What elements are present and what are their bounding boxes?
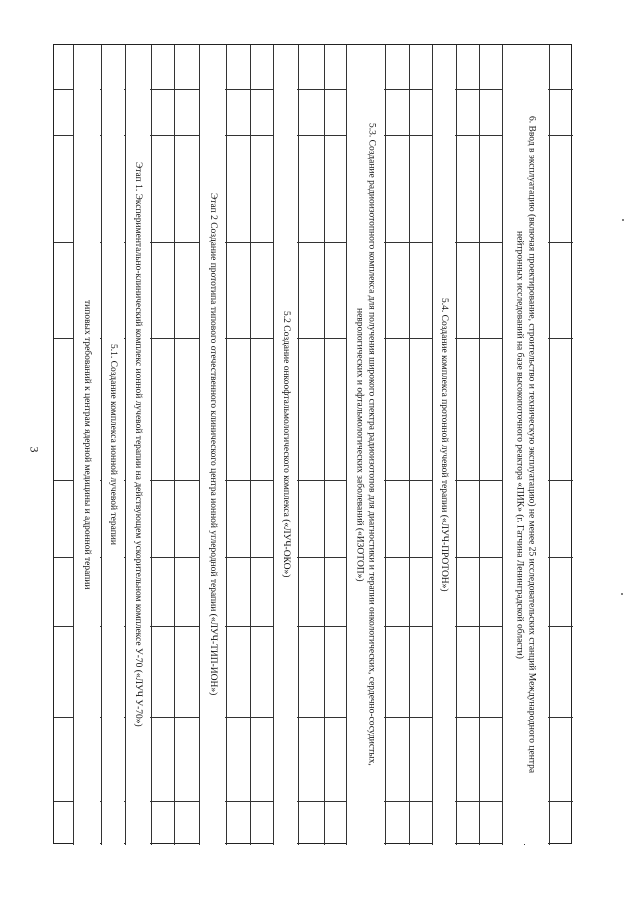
table-rule bbox=[479, 45, 480, 845]
table-rule bbox=[549, 45, 550, 845]
table-rule bbox=[385, 45, 386, 845]
page-number: 3 bbox=[27, 446, 42, 453]
scan-speck bbox=[621, 593, 623, 595]
section-heading bbox=[347, 45, 384, 844]
scan-speck bbox=[622, 219, 624, 221]
table-rule bbox=[174, 45, 175, 845]
section-heading: 5.2 Создание онкоофтальмологического комплекса («ЛУЧ-ОКО») bbox=[274, 45, 297, 844]
heading-line: 6. Ввод в эксплуатацию (включая проектирование, строительство и техническую эксплуатацию) не менее 25 исследовательских станций Международного центра bbox=[526, 115, 537, 774]
table-rule bbox=[250, 45, 251, 845]
table-rule bbox=[151, 45, 152, 845]
section-heading: Этап 2 Создание прототипа типового отечественного клинического центра ионной углеродной терапии («ЛУЧ-ТИП-ИОН») bbox=[200, 45, 225, 844]
table-rule bbox=[298, 45, 299, 845]
heading-line: 5.3. Создание радиоизотопного комплекса для получения широкого спектра радиоизотопов для диагностики и терапии онкологических, сердечно-сосудистых, bbox=[366, 123, 377, 766]
table-rule bbox=[456, 45, 457, 845]
section-heading: 5.1. Создание комплекса ионной лучевой терапии bbox=[102, 45, 124, 844]
section-heading: типовых требований к центрам ядерной медицины и адронной терапии bbox=[74, 45, 100, 844]
heading-line: неврологических и офтальмологических заболеваний («ИЗОТОП») bbox=[354, 307, 365, 582]
heading-line: нейтронных исследований на базе высокопоточного реактора «ПИК» (г. Гатчина Ленинградской области) bbox=[514, 230, 525, 659]
section-heading: Этап 1. Экспериментально-клинический комплекс ионной лучевой терапии на действующем ускорительном комплексе У-70 («ЛУЧ У-70») bbox=[126, 45, 150, 844]
section-heading: 5.4. Создание комплекса протонной лучевой терапии («ЛУЧ-ПРОТОН») bbox=[433, 45, 455, 844]
table-rule bbox=[409, 45, 410, 845]
table-rule bbox=[324, 45, 325, 845]
section-heading bbox=[503, 45, 548, 844]
document-table bbox=[53, 44, 572, 844]
table-rule bbox=[226, 45, 227, 845]
